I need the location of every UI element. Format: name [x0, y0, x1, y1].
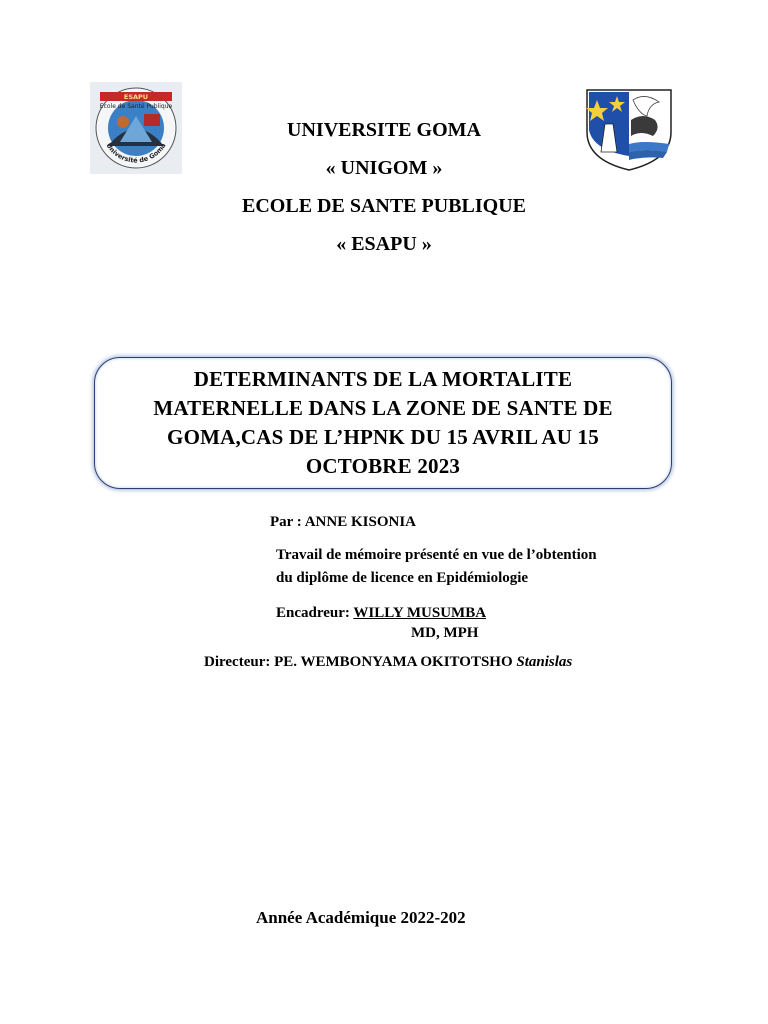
author-name: ANNE KISONIA — [304, 514, 416, 530]
thesis-title-box — [94, 357, 672, 489]
director-label: Directeur: — [204, 654, 275, 670]
supervisor-line — [276, 605, 486, 622]
university-acronym: « UNIGOM » — [325, 157, 443, 179]
purpose-line-1: Travail de mémoire présenté en vue de l’obtention — [276, 547, 597, 563]
director-line — [204, 654, 572, 671]
director-name: PE. WEMBONYAMA OKITOTSHO — [274, 654, 513, 670]
author-label: Par : — [270, 514, 305, 530]
logo-motto-text: Ecole de Santé Publique — [99, 103, 173, 110]
thesis-title: DETERMINANTS DE LA MORTALITE MATERNELLE DANS LA ZONE DE SANTE DE GOMA,CAS DE L’HPNK DU 15 AVRIL AU 15 OCTOBRE 2023 — [153, 367, 613, 478]
university-name: UNIVERSITE GOMA — [287, 119, 481, 141]
supervisor-title: MD, MPH — [411, 625, 479, 641]
author-line — [270, 514, 416, 531]
director-first-name: Stanislas — [516, 654, 573, 670]
purpose-line-2: du diplôme de licence en Epidémiologie — [276, 570, 529, 586]
logo-arc-text: Université de Goma — [104, 141, 168, 165]
logo-banner-text: ESAPU — [123, 93, 149, 101]
supervisor-label: Encadreur: — [276, 605, 354, 621]
school-acronym: « ESAPU » — [336, 233, 432, 255]
school-name: ECOLE DE SANTE PUBLIQUE — [242, 195, 526, 217]
academic-year: Année Académique 2022-202 — [256, 908, 466, 927]
supervisor-name: WILLY MUSUMBA — [353, 605, 487, 621]
